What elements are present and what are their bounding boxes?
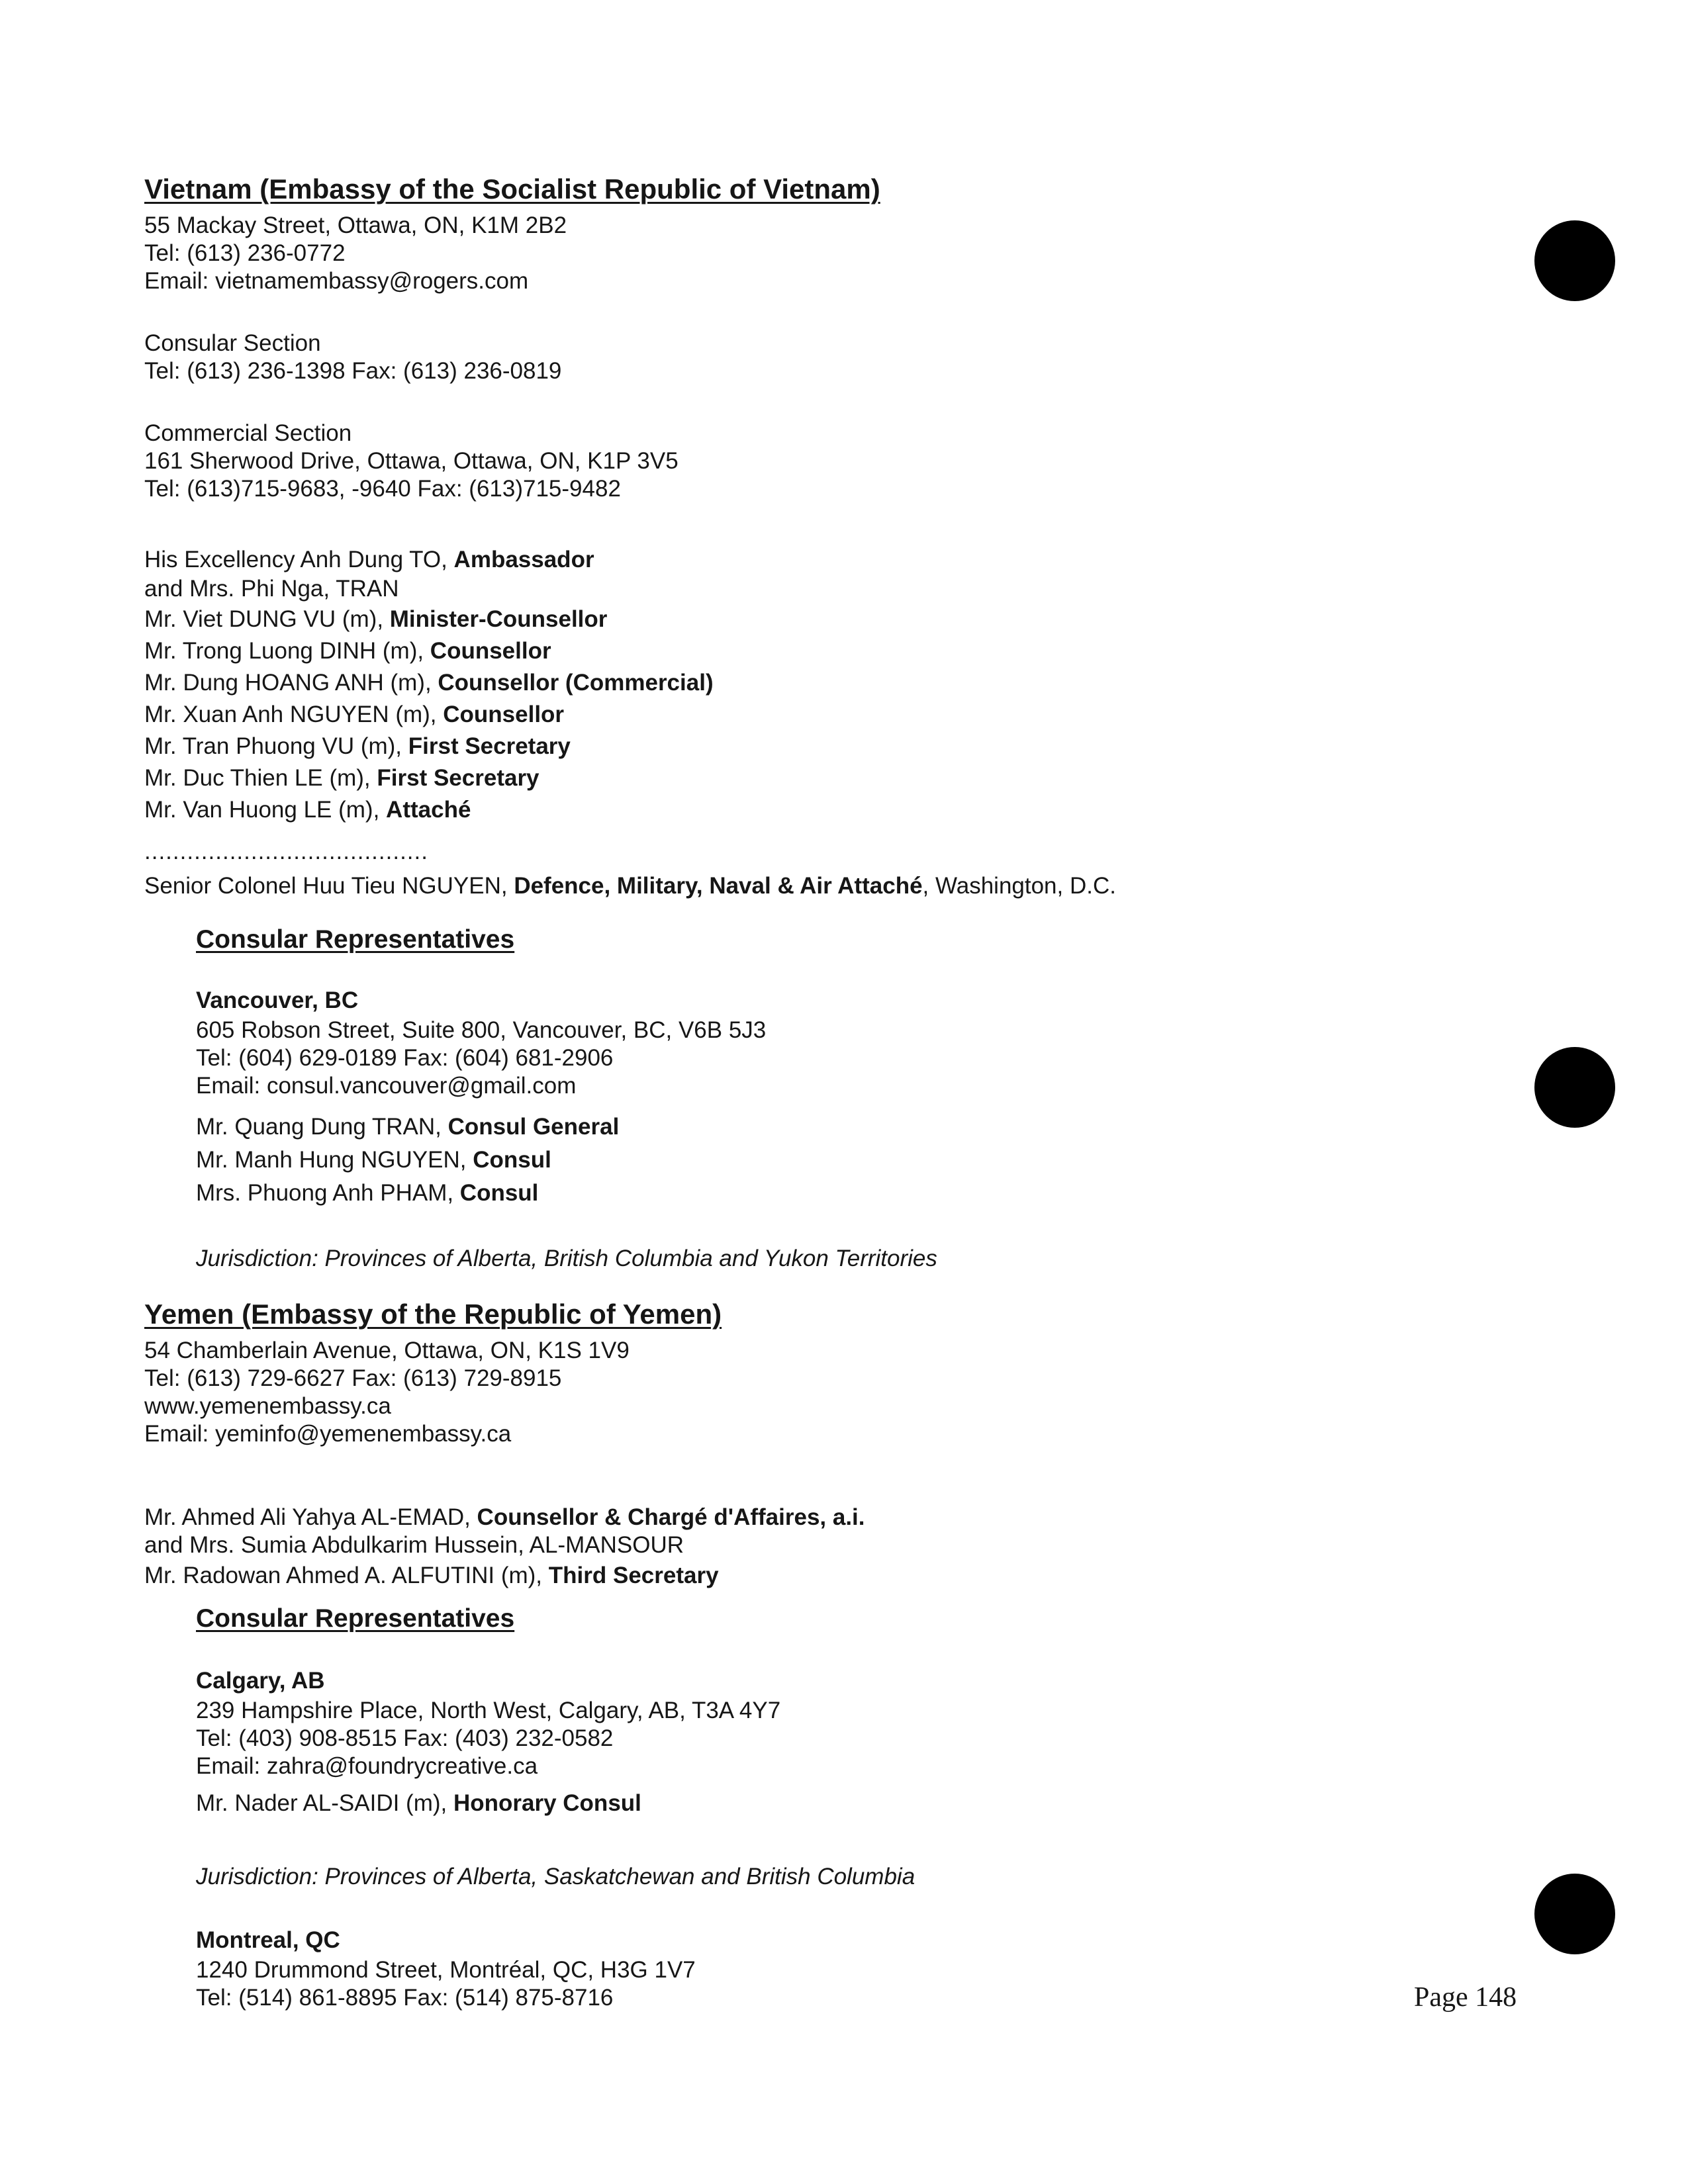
- staff-entry: [144, 762, 714, 794]
- vancouver-tel: Tel: (604) 629-0189 Fax: (604) 681-2906: [196, 1045, 614, 1071]
- vietnam-heading: Vietnam (Embassy of the Socialist Republic of Vietnam): [144, 173, 880, 205]
- vietnam-consular-section: [144, 330, 561, 385]
- staff-name: Mr. Manh Hung NGUYEN,: [196, 1147, 473, 1173]
- staff-entry: [144, 635, 714, 667]
- staff-title: Consul: [459, 1180, 539, 1206]
- staff-name: Mr. Tran Phuong VU (m),: [144, 733, 408, 759]
- montreal-address: 1240 Drummond Street, Montréal, QC, H3G 1V7: [196, 1957, 696, 1983]
- calgary-city: Calgary, AB: [196, 1668, 325, 1694]
- vietnam-address: 55 Mackay Street, Ottawa, ON, K1M 2B2: [144, 212, 567, 238]
- staff-entry: [144, 699, 714, 731]
- staff-name: Mrs. Phuong Anh PHAM,: [196, 1180, 460, 1206]
- staff-entry: [196, 1177, 619, 1210]
- staff-name: His Excellency Anh Dung TO,: [144, 547, 454, 572]
- yemen-heading: Yemen (Embassy of the Republic of Yemen): [144, 1298, 722, 1330]
- defence-attache-name: Senior Colonel Huu Tieu NGUYEN,: [144, 873, 514, 899]
- staff-name: and Mrs. Phi Nga, TRAN: [144, 576, 399, 602]
- vietnam-consular-reps-heading: Consular Representatives: [196, 925, 515, 954]
- staff-title: Counsellor: [443, 702, 565, 727]
- defence-attache-entry: [144, 872, 1116, 900]
- calgary-consulate: [196, 1665, 780, 1817]
- staff-name: Mr. Viet DUNG VU (m),: [144, 606, 390, 632]
- vietnam-tel: Tel: (613) 236-0772: [144, 240, 346, 266]
- staff-name: and Mrs. Sumia Abdulkarim Hussein, AL-MANSOUR: [144, 1532, 684, 1558]
- staff-entry: [144, 1562, 865, 1590]
- commercial-section-address: 161 Sherwood Drive, Ottawa, Ottawa, ON, K1P 3V5: [144, 448, 679, 474]
- staff-title: Counsellor (Commercial): [438, 670, 714, 696]
- staff-title: Consul: [473, 1147, 551, 1173]
- staff-title: Honorary Consul: [453, 1790, 641, 1816]
- staff-entry: [144, 1504, 865, 1531]
- staff-name: Mr. Duc Thien LE (m),: [144, 765, 377, 791]
- vietnam-staff-list: [144, 545, 714, 826]
- calgary-email: Email: zahra@foundrycreative.ca: [196, 1753, 538, 1779]
- staff-entry: [144, 731, 714, 762]
- staff-name: Mr. Radowan Ahmed A. ALFUTINI (m),: [144, 1563, 549, 1588]
- staff-name: Mr. Ahmed Ali Yahya AL-EMAD,: [144, 1504, 477, 1530]
- punch-hole-middle: [1534, 1047, 1615, 1128]
- yemen-email: Email: yeminfo@yemenembassy.ca: [144, 1421, 512, 1447]
- consular-section-tel: Tel: (613) 236-1398 Fax: (613) 236-0819: [144, 358, 562, 384]
- vancouver-email: Email: consul.vancouver@gmail.com: [196, 1073, 577, 1099]
- staff-name: Mr. Xuan Anh NGUYEN (m),: [144, 702, 444, 727]
- staff-name: Mr. Nader AL-SAIDI (m),: [196, 1790, 453, 1816]
- consular-section-title: Consular Section: [144, 330, 321, 356]
- staff-title: Ambassador: [453, 547, 594, 572]
- staff-entry: [196, 1790, 780, 1817]
- staff-name: Mr. Van Huong LE (m),: [144, 797, 387, 823]
- staff-entry: [144, 667, 714, 699]
- staff-entry: [196, 1111, 619, 1144]
- staff-entry: [144, 794, 714, 826]
- defence-attache-title: Defence, Military, Naval & Air Attaché: [514, 873, 923, 899]
- staff-name: Mr. Trong Luong DINH (m),: [144, 638, 430, 664]
- vietnam-contact: [144, 212, 567, 295]
- staff-title: First Secretary: [408, 733, 571, 759]
- staff-name: Mr. Quang Dung TRAN,: [196, 1114, 448, 1140]
- page-number: Page 148: [1414, 1982, 1517, 2013]
- commercial-section-title: Commercial Section: [144, 420, 352, 446]
- calgary-tel: Tel: (403) 908-8515 Fax: (403) 232-0582: [196, 1725, 614, 1751]
- staff-title: First Secretary: [377, 765, 539, 791]
- calgary-jurisdiction: Jurisdiction: Provinces of Alberta, Saskatchewan and British Columbia: [196, 1864, 915, 1889]
- staff-title: Third Secretary: [548, 1563, 719, 1588]
- yemen-consular-reps-heading: Consular Representatives: [196, 1604, 515, 1633]
- montreal-city: Montreal, QC: [196, 1927, 340, 1953]
- vancouver-staff-list: [196, 1111, 619, 1210]
- staff-title: Minister-Counsellor: [389, 606, 608, 632]
- staff-title: Counsellor & Chargé d'Affaires, a.i.: [477, 1504, 865, 1530]
- staff-entry: [196, 1144, 619, 1177]
- yemen-address: 54 Chamberlain Avenue, Ottawa, ON, K1S 1V9: [144, 1338, 630, 1363]
- dotted-separator: ........................................: [144, 839, 428, 864]
- punch-hole-top: [1534, 220, 1615, 301]
- vietnam-commercial-section: [144, 420, 679, 503]
- staff-entry: [144, 604, 714, 635]
- yemen-contact: [144, 1337, 630, 1448]
- staff-entry: [144, 1531, 865, 1559]
- vancouver-city: Vancouver, BC: [196, 987, 359, 1013]
- staff-title: Attaché: [386, 797, 471, 823]
- vietnam-email: Email: vietnamembassy@rogers.com: [144, 268, 529, 294]
- vancouver-address: 605 Robson Street, Suite 800, Vancouver, BC, V6B 5J3: [196, 1017, 767, 1043]
- montreal-consulate: [196, 1925, 696, 2012]
- yemen-tel: Tel: (613) 729-6627 Fax: (613) 729-8915: [144, 1365, 562, 1391]
- yemen-website: www.yemenembassy.ca: [144, 1393, 391, 1419]
- vancouver-jurisdiction: Jurisdiction: Provinces of Alberta, British Columbia and Yukon Territories: [196, 1246, 937, 1271]
- calgary-address: 239 Hampshire Place, North West, Calgary, AB, T3A 4Y7: [196, 1698, 781, 1723]
- defence-attache-location: , Washington, D.C.: [922, 873, 1116, 899]
- yemen-staff-list: [144, 1504, 865, 1590]
- staff-title: Consul General: [447, 1114, 620, 1140]
- staff-title: Counsellor: [430, 638, 551, 664]
- vancouver-consulate: [196, 985, 766, 1100]
- staff-entry: [144, 545, 714, 574]
- staff-name: Mr. Dung HOANG ANH (m),: [144, 670, 438, 696]
- punch-hole-bottom: [1534, 1874, 1615, 1954]
- staff-entry: [144, 574, 714, 604]
- montreal-tel: Tel: (514) 861-8895 Fax: (514) 875-8716: [196, 1985, 614, 2011]
- commercial-section-tel: Tel: (613)715-9683, -9640 Fax: (613)715-9482: [144, 476, 621, 502]
